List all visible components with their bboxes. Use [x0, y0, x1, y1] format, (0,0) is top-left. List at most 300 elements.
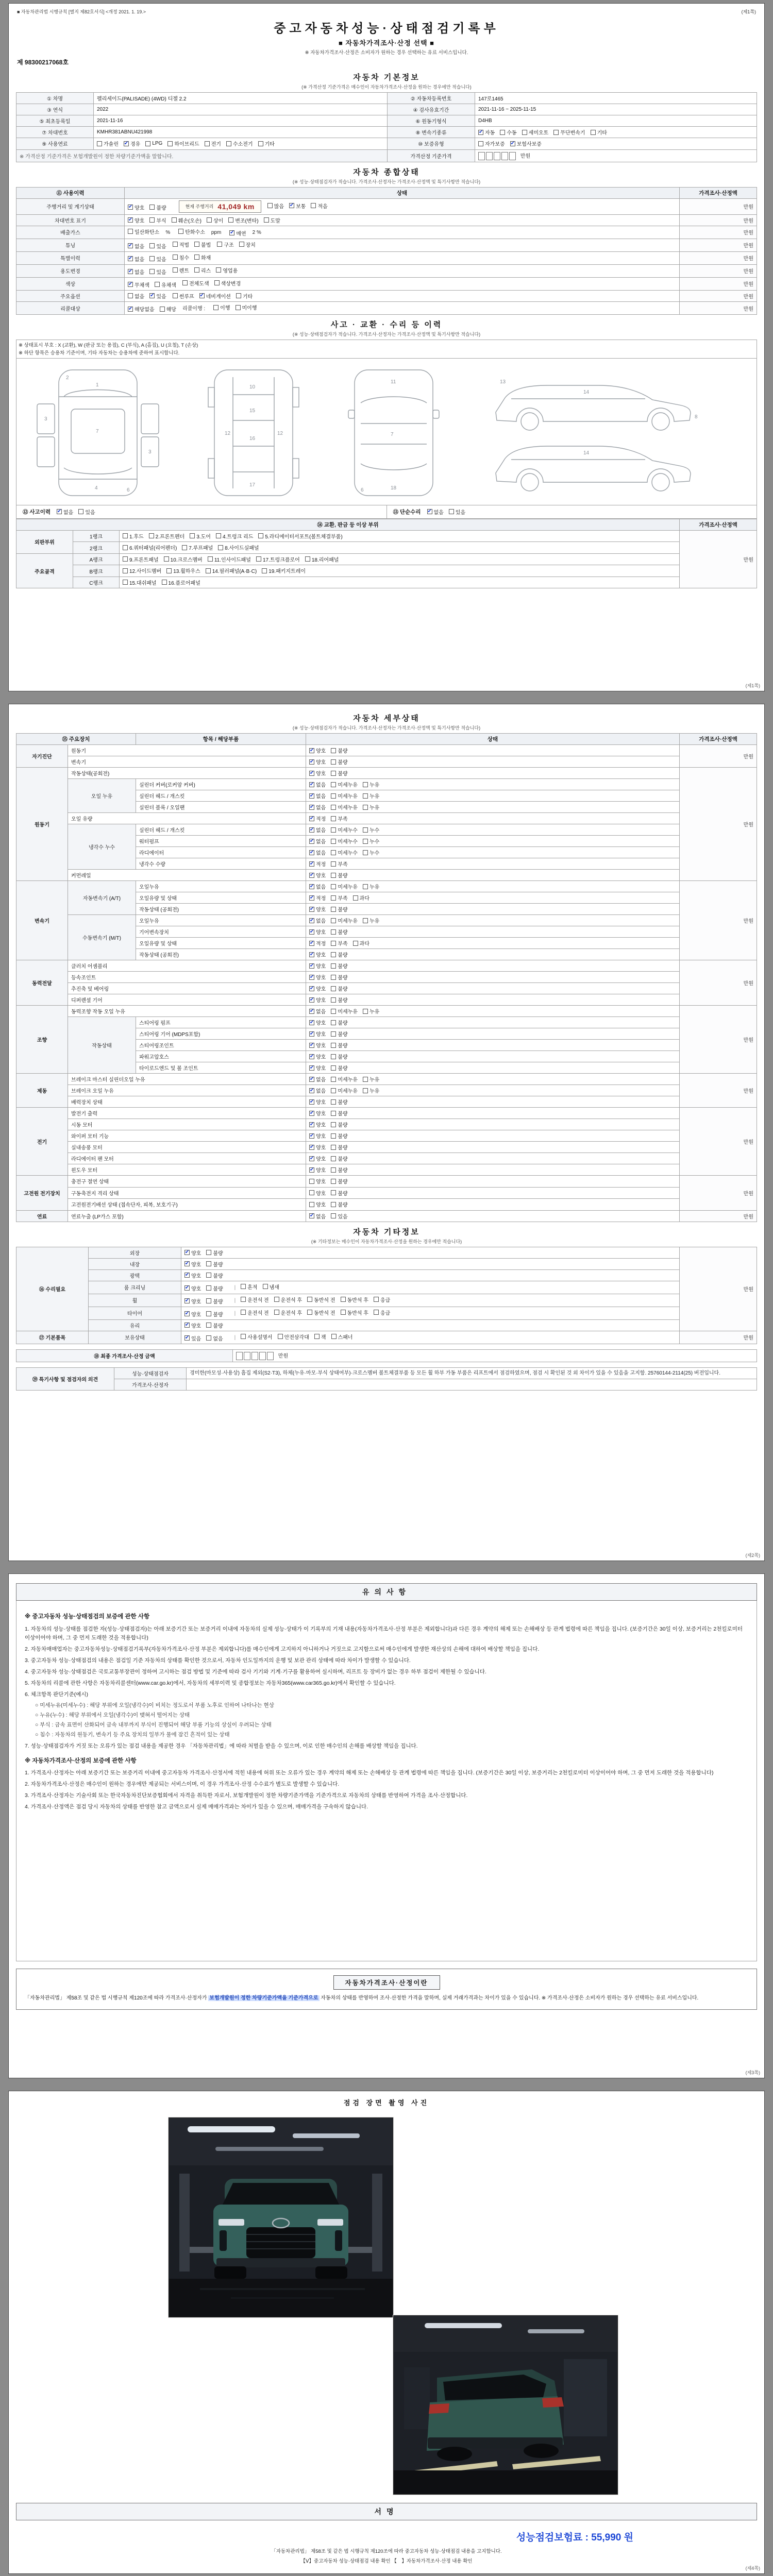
comp-주요옵션-있음[interactable]: [149, 292, 166, 300]
detail-status-cell: [306, 938, 680, 949]
comp-특별이력-없음[interactable]: [128, 255, 144, 263]
basic-row-2: [16, 104, 757, 115]
detail-오일유량 및 상태-과다[interactable]: [353, 894, 369, 902]
comp-차대번호 표기-훼손(오손)[interactable]: [172, 216, 201, 224]
etc-휠-detail-응급[interactable]: [374, 1296, 390, 1303]
detail-충전구 절연 상태-불량[interactable]: [331, 1177, 347, 1185]
detail-오일누유-없음[interactable]: [309, 917, 326, 924]
parts-A랭크-18.리어패널[interactable]: [305, 555, 339, 563]
detail-스티어링 펌프-불량[interactable]: [331, 1019, 347, 1026]
parts-A랭크-17.트렁크플로어[interactable]: [256, 555, 300, 563]
transmission-options-무단변속기[interactable]: [553, 128, 585, 136]
checkbox-label: 불량: [338, 930, 348, 936]
comp-주요옵션-네비게이션[interactable]: [199, 292, 231, 300]
etc-유리-양호[interactable]: [184, 1321, 201, 1329]
etc-외장-불량[interactable]: [206, 1249, 223, 1257]
detail-고전원전기배선 상태 (접속단자, 피복, 보호기구)-양호[interactable]: [309, 1200, 326, 1208]
detail-브레이크 오일 누유-없음[interactable]: [309, 1087, 326, 1094]
transmission-options-수동[interactable]: [500, 128, 516, 136]
accident-question-row: [16, 505, 757, 519]
etc-내장-불량[interactable]: [206, 1260, 223, 1268]
detail-실린더 헤드 / 개스킷-없음[interactable]: [309, 792, 326, 800]
parts-items-cell: [120, 542, 680, 554]
checkbox-icon: ✔: [309, 996, 314, 1003]
section-header-accident: [16, 315, 757, 340]
comp-리콜대상-이행[interactable]: [213, 303, 230, 311]
detail-스티어링 기어 (MDPS포함)-양호[interactable]: [309, 1030, 326, 1038]
checkbox-label: 운전석 후: [280, 1310, 303, 1316]
comp-색상-무채색[interactable]: [128, 281, 149, 289]
checkbox-label: 있음: [191, 1336, 201, 1342]
svg-text:12: 12: [225, 430, 231, 436]
detail-실린더 커버(로커암 커버)-누유[interactable]: [363, 781, 379, 788]
comp-리콜대상-해당[interactable]: [160, 305, 176, 313]
detail-워터펌프-없음[interactable]: [309, 837, 326, 845]
detail-파워고압호스-불량[interactable]: [331, 1053, 347, 1060]
comp-주요옵션-없음[interactable]: [128, 292, 144, 300]
detail-연료누출 (LP가스 포함)-없음[interactable]: [309, 1212, 326, 1220]
fuel-options-수소전기[interactable]: [226, 140, 253, 147]
checkbox-label: 자동: [485, 130, 495, 136]
warranty-options-보험사보증[interactable]: [510, 140, 542, 147]
checkbox-icon: ✔: [128, 306, 133, 312]
etc-타이어-양호[interactable]: [184, 1310, 201, 1318]
detail-스티어링 펌프-양호[interactable]: [309, 1019, 326, 1026]
parts-B랭크-13.휠하우스[interactable]: [166, 567, 200, 574]
detail-실린더 헤드 / 개스킷-누수[interactable]: [363, 826, 379, 834]
detail-작동상태 (공회전)-양호[interactable]: [309, 951, 326, 958]
detail-오일 유량-부족[interactable]: [331, 815, 347, 822]
detail-클러치 어셈블리-불량[interactable]: [331, 962, 347, 970]
transmission-options-자동[interactable]: [478, 128, 495, 136]
detail-와이퍼 모터 기능-불량[interactable]: [331, 1132, 347, 1140]
detail-status-cell: [306, 1176, 680, 1188]
detail-브레이크 마스터 실린더오일 누유-누유[interactable]: [363, 1075, 379, 1083]
checkbox-label: 양호: [316, 1043, 326, 1049]
parts-A랭크-10.크로스멤버[interactable]: [164, 555, 203, 563]
simple-repair-label: ⑬ 단순수리: [393, 509, 421, 515]
detail-클러치 어셈블리-양호[interactable]: [309, 962, 326, 970]
detail-배력장치 상태-불량[interactable]: [331, 1098, 347, 1106]
comp-특별이력-침수[interactable]: [173, 253, 189, 261]
detail-라디에이터-없음[interactable]: [309, 849, 326, 856]
detail-status-cell: [306, 1006, 680, 1017]
checkbox-icon: [128, 229, 133, 234]
detail-작동상태 (공회전)-양호[interactable]: [309, 905, 326, 913]
fuel-options-하이브리드[interactable]: [167, 140, 199, 147]
detail-오일누유-누유[interactable]: [363, 883, 379, 890]
detail-구동축전지 격리 상태-양호[interactable]: [309, 1189, 326, 1197]
detail-윈도우 모터-양호[interactable]: [309, 1166, 326, 1174]
etc-휠-detail-동반석 전[interactable]: [307, 1296, 335, 1303]
detail-스티어링조인트-양호[interactable]: [309, 1041, 326, 1049]
comp-특별이력-있음[interactable]: [149, 255, 166, 263]
fuel-options-전기[interactable]: [205, 140, 221, 147]
etc-타이어-불량[interactable]: [206, 1310, 223, 1318]
parts-A랭크-9.프론트패널[interactable]: [123, 555, 159, 563]
comp-주행거리 및 계기상태-양호[interactable]: [128, 204, 144, 211]
detail-타이로드엔드 및 볼 조인트: [309, 1064, 348, 1072]
detail-status-cell: [306, 1199, 680, 1211]
detail-변속기: [309, 758, 348, 766]
etc-보유상태-있음[interactable]: [184, 1334, 201, 1342]
comprehensive-col-price: 가격조사·산정액: [680, 187, 757, 198]
etc-휠-불량[interactable]: [206, 1297, 223, 1305]
comp-주요옵션-썬루프[interactable]: [173, 292, 194, 300]
detail-스티어링조인트: [309, 1041, 348, 1049]
etc-휠-detail-운전석 전[interactable]: [241, 1296, 268, 1303]
detail-status-cell: [306, 881, 680, 892]
detail-실린더 블록 / 오일팬-없음[interactable]: [309, 803, 326, 811]
detail-작동상태(공회전)-양호[interactable]: [309, 769, 326, 777]
detail-원동기-불량[interactable]: [331, 747, 347, 754]
detail-라디에이터-누수[interactable]: [363, 849, 379, 856]
checkbox-label: 기타: [264, 142, 275, 147]
detail-고전원전기배선 상태 (접속단자, 피복, 보호기구)-불량[interactable]: [331, 1200, 347, 1208]
checkbox-label: 불법: [200, 242, 211, 248]
detail-변속기-불량[interactable]: [331, 758, 347, 766]
parts-items-cell: [120, 565, 680, 577]
detail-커먼레일-불량[interactable]: [331, 871, 347, 879]
warranty-options-자가보증[interactable]: [478, 140, 505, 147]
price-cell: 만원: [680, 881, 757, 960]
checkbox-icon: ✔: [184, 1311, 190, 1316]
etc-보유상태-detail-안전삼각대[interactable]: [278, 1333, 309, 1341]
detail-원동기-양호[interactable]: [309, 747, 326, 754]
etc-보유상태-detail-스패너[interactable]: [331, 1333, 353, 1341]
checkbox-icon: [194, 242, 199, 247]
svg-text:1: 1: [96, 382, 99, 388]
detail-디퍼렌셜 기어-양호[interactable]: [309, 996, 326, 1004]
detail-파워고압호스-양호[interactable]: [309, 1053, 326, 1060]
checkbox-label: 양호: [316, 760, 326, 766]
detail-스티어링조인트-불량[interactable]: [331, 1041, 347, 1049]
etc-보유상태-없음[interactable]: [206, 1334, 223, 1342]
detail-라디에이터-미세누수[interactable]: [331, 849, 358, 856]
etc-광택-불량[interactable]: [206, 1272, 223, 1279]
checkbox-icon: ✔: [309, 917, 314, 923]
checkbox-label: 응급: [380, 1310, 391, 1316]
parts-2랭크-6.쿼터패널(리어펜더)[interactable]: [123, 544, 177, 551]
checkbox-label: 10.크로스멤버: [170, 557, 203, 563]
comp-튜닝-적법[interactable]: [173, 241, 189, 248]
warranty-options: [478, 140, 542, 147]
detail-row: [16, 745, 757, 756]
page-indicator: (제1쪽): [741, 9, 756, 14]
fuel-options-경유[interactable]: [124, 140, 140, 147]
svg-text:14: 14: [583, 389, 590, 395]
inspection-period-value: 2021-11-16 ~ 2025-11-15: [475, 104, 757, 115]
detail-status-cell: [306, 779, 680, 790]
comprehensive-row: [16, 226, 757, 239]
fuel-options-LPG[interactable]: [145, 141, 162, 146]
checkbox-label: 탄화수소: [185, 229, 205, 235]
detail-동력조향 작동 오일 누유-미세누유[interactable]: [331, 1007, 358, 1015]
detail-충전구 절연 상태-양호[interactable]: [309, 1177, 326, 1185]
parts-B랭크-19.패키지트레이[interactable]: [262, 567, 306, 574]
comp-특별이력-화재[interactable]: [194, 253, 211, 261]
comprehensive-row: [16, 214, 757, 226]
parts-1랭크-3.도어[interactable]: [190, 532, 211, 540]
etc-status-cell: [181, 1319, 680, 1331]
etc-보유상태-detail-잭[interactable]: [314, 1333, 326, 1341]
parts-1랭크-5.라디에이터서포트(볼트체결부품)[interactable]: [258, 532, 342, 540]
comp-튜닝-불법[interactable]: [194, 241, 211, 248]
comp-주행거리 및 계기상태-많음[interactable]: [267, 202, 284, 210]
checkbox-icon: [331, 952, 336, 957]
detail-오일누유-미세누유[interactable]: [331, 883, 358, 890]
checkbox-icon: [331, 1190, 336, 1195]
checkbox-icon: [363, 793, 368, 799]
detail-오일누유-미세누유[interactable]: [331, 917, 358, 924]
detail-와이퍼 모터 기능-양호[interactable]: [309, 1132, 326, 1140]
etc-유리-불량[interactable]: [206, 1321, 223, 1329]
comp-용도변경-영업용[interactable]: [216, 266, 238, 274]
checkbox-label: 양호: [316, 1145, 326, 1151]
detail-status-cell: [306, 994, 680, 1006]
checkbox-label: 미세누유: [338, 885, 358, 890]
comp-차대번호 표기-도말[interactable]: [264, 216, 280, 224]
comp-색상-색상변경[interactable]: [214, 279, 241, 287]
parts-row: [16, 565, 757, 577]
detail-동력조향 작동 오일 누유-없음[interactable]: [309, 1007, 326, 1015]
checkbox-icon: [331, 816, 336, 821]
detail-실린더 블록 / 오일팬-누유[interactable]: [363, 803, 379, 811]
parts-C랭크: [123, 579, 200, 586]
detail-row: [16, 1006, 757, 1017]
comp-튜닝-구조[interactable]: [217, 241, 233, 248]
detail-구동축전지 격리 상태-불량[interactable]: [331, 1189, 347, 1197]
accident-history-options-있음[interactable]: [78, 508, 95, 516]
detail-추진축 및 베어링-불량[interactable]: [331, 985, 347, 992]
checkbox-icon: ✔: [309, 1110, 314, 1116]
detail-타이로드엔드 및 볼 조인트-불량[interactable]: [331, 1064, 347, 1072]
detail-라디에이터 팬 모터-양호[interactable]: [309, 1155, 326, 1162]
etc-타이어-detail-응급[interactable]: [374, 1309, 390, 1316]
detail-오일유량 및 상태-부족[interactable]: [331, 939, 347, 947]
detail-워터펌프-누수[interactable]: [363, 837, 379, 845]
parts-row: [16, 577, 757, 588]
detail-작동상태 (공회전)-불량[interactable]: [331, 951, 347, 958]
detail-워터펌프-미세누수[interactable]: [331, 837, 358, 845]
etc-휠-양호[interactable]: [184, 1297, 201, 1305]
detail-연료누출 (LP가스 포함)-있음[interactable]: [331, 1212, 347, 1220]
comp-주요옵션-기타[interactable]: [236, 292, 253, 300]
parts-A랭크-11.인사이드패널[interactable]: [208, 555, 251, 563]
etc-row: [16, 1294, 757, 1307]
detail-추진축 및 베어링-양호[interactable]: [309, 985, 326, 992]
detail-커먼레일-양호[interactable]: [309, 871, 326, 879]
checkbox-label: 4.트렁크 리드: [222, 534, 254, 540]
comp-주행거리 및 계기상태: [128, 204, 166, 211]
detail-오일유량 및 상태-적정[interactable]: [309, 939, 326, 947]
comp-차대번호 표기-상이[interactable]: [207, 216, 223, 224]
parts-1랭크-4.트렁크 리드[interactable]: [216, 532, 253, 540]
detail-브레이크 마스터 실린더오일 누유-미세누유[interactable]: [331, 1075, 358, 1083]
detail-라디에이터 팬 모터-불량[interactable]: [331, 1155, 347, 1162]
etc-룸 크리닝-불량[interactable]: [206, 1284, 223, 1292]
detail-실린더 커버(로커암 커버): [309, 781, 379, 788]
comp-튜닝-장치[interactable]: [239, 241, 256, 248]
comp-차대번호 표기-부식[interactable]: [149, 216, 166, 224]
detail-발전기 출력-양호[interactable]: [309, 1109, 326, 1117]
detail-실린더 헤드 / 개스킷-미세누유[interactable]: [331, 792, 358, 800]
comp-리콜대상-해당없음[interactable]: [128, 305, 155, 313]
detail-윈도우 모터-불량[interactable]: [331, 1166, 347, 1174]
detail-오일누유-없음[interactable]: [309, 883, 326, 890]
checkbox-label: 양호: [316, 1202, 326, 1208]
detail-배력장치 상태-양호[interactable]: [309, 1098, 326, 1106]
comp-주행거리 및 계기상태-보통[interactable]: [289, 202, 306, 210]
digit-box: [494, 152, 500, 160]
parts-price-head: 가격조사·산정액: [680, 519, 757, 530]
special-notes-label: ⑲ 특기사항 및 점검자의 의견: [16, 1367, 114, 1390]
parts-2랭크-8.사이드실패널[interactable]: [218, 544, 259, 551]
checkbox-label: 있음: [338, 1214, 348, 1220]
detail-냉각수 수량-적정[interactable]: [309, 860, 326, 868]
detail-스티어링 기어 (MDPS포함): [309, 1030, 348, 1038]
etc-보유상태-detail-사용설명서[interactable]: [241, 1333, 272, 1341]
comp-용도변경-없음[interactable]: [128, 268, 144, 276]
detail-기어변속장치-양호[interactable]: [309, 928, 326, 936]
detail-브레이크 오일 누유-누유[interactable]: [363, 1087, 379, 1094]
comp-용도변경-있음[interactable]: [149, 268, 166, 276]
svg-text:6: 6: [361, 487, 364, 493]
plate-number-label: ② 자동차등록번호: [388, 93, 475, 104]
parts-1랭크-2.프론트펜더[interactable]: [149, 532, 185, 540]
detail-등속조인트-불량[interactable]: [331, 973, 347, 981]
comp-배출가스-매연[interactable]: [229, 229, 246, 237]
comp-차대번호 표기-변조(변타)[interactable]: [228, 216, 258, 224]
comp-주행거리 및 계기상태-적음[interactable]: [311, 202, 327, 210]
fuel-options-가솔린[interactable]: [97, 140, 119, 147]
detail-실린더 커버(로커암 커버)-없음[interactable]: [309, 781, 326, 788]
checkbox-label: 잭: [321, 1334, 326, 1341]
etc-row: [16, 1247, 757, 1258]
simple-repair-options-없음[interactable]: [427, 508, 444, 516]
detail-발전기 출력-불량[interactable]: [331, 1109, 347, 1117]
comp-용도변경-리스[interactable]: [194, 266, 211, 274]
fuel-options-기타[interactable]: [258, 140, 275, 147]
etc-내장-양호[interactable]: [184, 1260, 201, 1268]
comp-용도변경-렌트[interactable]: [173, 266, 189, 274]
comp-튜닝-있음[interactable]: [149, 242, 166, 250]
accident-history-options-없음[interactable]: [57, 508, 73, 516]
notes-header-bar: 유의사항: [16, 1583, 757, 1601]
detail-작동상태 (공회전)-불량[interactable]: [331, 905, 347, 913]
detail-group-label: 고전원 전기장치: [16, 1176, 68, 1211]
simple-repair-options-있음[interactable]: [449, 508, 465, 516]
detail-냉각수 수량-부족[interactable]: [331, 860, 347, 868]
parts-1랭크-1.후드[interactable]: [123, 532, 144, 540]
comp-튜닝: [173, 241, 211, 248]
comp-튜닝-없음[interactable]: [128, 242, 144, 250]
etc-타이어-detail-운전석 후[interactable]: [274, 1309, 302, 1316]
detail-item-label: 브레이크 오일 누유: [68, 1085, 306, 1096]
etc-타이어-detail-동반석 후[interactable]: [341, 1309, 368, 1316]
detail-오일유량 및 상태-부족[interactable]: [331, 894, 347, 902]
comp-리콜대상-미이행[interactable]: [236, 303, 257, 311]
comp-배출가스-일산화탄소[interactable]: [128, 228, 159, 235]
detail-오일유량 및 상태-과다[interactable]: [353, 939, 369, 947]
checkbox-label: 양호: [191, 1250, 201, 1257]
etc-외장-양호[interactable]: [184, 1249, 201, 1257]
detail-실린더 헤드 / 개스킷-미세누수[interactable]: [331, 826, 358, 834]
comp-배출가스-탄화수소[interactable]: [178, 228, 205, 235]
detail-시동 모터-불량[interactable]: [331, 1121, 347, 1128]
parts-C랭크-15.대쉬패널[interactable]: [123, 579, 157, 586]
parts-B랭크-12.사이드멤버[interactable]: [123, 567, 161, 574]
detail-실린더 블록 / 오일팬-미세누유[interactable]: [331, 803, 358, 811]
detail-타이로드엔드 및 볼 조인트-양호[interactable]: [309, 1064, 326, 1072]
odometer-value: 41,049 km: [217, 202, 255, 211]
detail-스티어링 기어 (MDPS포함)-불량[interactable]: [331, 1030, 347, 1038]
etc-타이어-detail-운전석 전[interactable]: [241, 1309, 268, 1316]
detail-실린더 헤드 / 개스킷-누유[interactable]: [363, 792, 379, 800]
detail-오일유량 및 상태-적정[interactable]: [309, 894, 326, 902]
detail-실내송풍 모터-양호[interactable]: [309, 1143, 326, 1151]
checkbox-icon: ✔: [309, 1008, 314, 1014]
checkbox-label: 해당없음: [135, 307, 155, 313]
checkbox-icon: [363, 782, 368, 787]
detail-시동 모터-양호[interactable]: [309, 1121, 326, 1128]
parts-B랭크-14.필러패널(A·B·C)[interactable]: [206, 567, 257, 574]
etc-타이어-detail-동반석 전[interactable]: [307, 1309, 335, 1316]
detail-실린더 커버(로커암 커버)-미세누유[interactable]: [331, 781, 358, 788]
final-price-label: ⑱ 최종 가격조사·산정 금액: [16, 1349, 233, 1362]
transmission-options-세미오토[interactable]: [522, 128, 549, 136]
transmission-options-기타[interactable]: [591, 128, 607, 136]
detail-실내송풍 모터-불량[interactable]: [331, 1143, 347, 1151]
etc-휠-detail-운전석 후[interactable]: [274, 1296, 302, 1303]
comp-차대번호 표기-양호[interactable]: [128, 216, 144, 224]
comp-색상-전체도색[interactable]: [182, 279, 209, 287]
etc-휠-detail-동반석 후[interactable]: [341, 1296, 368, 1303]
detail-구동축전지 격리 상태: [309, 1189, 348, 1197]
checkbox-label: 양호: [316, 907, 326, 913]
detail-등속조인트-양호[interactable]: [309, 973, 326, 981]
detail-브레이크 마스터 실린더오일 누유-없음[interactable]: [309, 1075, 326, 1083]
document-title: 중고자동차성능·상태점검기록부: [274, 22, 499, 36]
parts-2랭크-7.루프패널[interactable]: [182, 544, 213, 551]
detail-디퍼렌셜 기어-불량[interactable]: [331, 996, 347, 1004]
detail-기어변속장치-불량[interactable]: [331, 928, 347, 936]
etc-룸 크리닝-양호[interactable]: [184, 1284, 201, 1292]
detail-동력조향 작동 오일 누유-누유[interactable]: [363, 1007, 379, 1015]
detail-작동상태(공회전)-불량[interactable]: [331, 769, 347, 777]
detail-실린더 헤드 / 개스킷-없음[interactable]: [309, 826, 326, 834]
etc-룸 크리닝-detail-흔적[interactable]: [241, 1283, 257, 1291]
etc-룸 크리닝: [184, 1284, 223, 1292]
comp-주행거리 및 계기상태-불량[interactable]: [149, 204, 166, 211]
etc-광택-양호[interactable]: [184, 1272, 201, 1279]
detail-오일누유-누유[interactable]: [363, 917, 379, 924]
comp-색상-유채색[interactable]: [155, 281, 176, 289]
detail-status-cell: [306, 904, 680, 915]
detail-오일 유량-적정[interactable]: [309, 815, 326, 822]
checkbox-icon: [190, 533, 195, 538]
detail-변속기-양호[interactable]: [309, 758, 326, 766]
parts-C랭크-16.플로어패널[interactable]: [162, 579, 200, 586]
exchanged-parts-table: [16, 519, 757, 589]
detail-브레이크 오일 누유-미세누유[interactable]: [331, 1087, 358, 1094]
checkbox-label: 기타: [597, 130, 607, 136]
final-price-unit: 만원: [278, 1353, 289, 1359]
title-block: [16, 18, 757, 56]
price-cell: 만원: [680, 1006, 757, 1074]
checkbox-icon: ✔: [309, 1166, 314, 1173]
etc-룸 크리닝-detail-냄새[interactable]: [263, 1283, 279, 1291]
